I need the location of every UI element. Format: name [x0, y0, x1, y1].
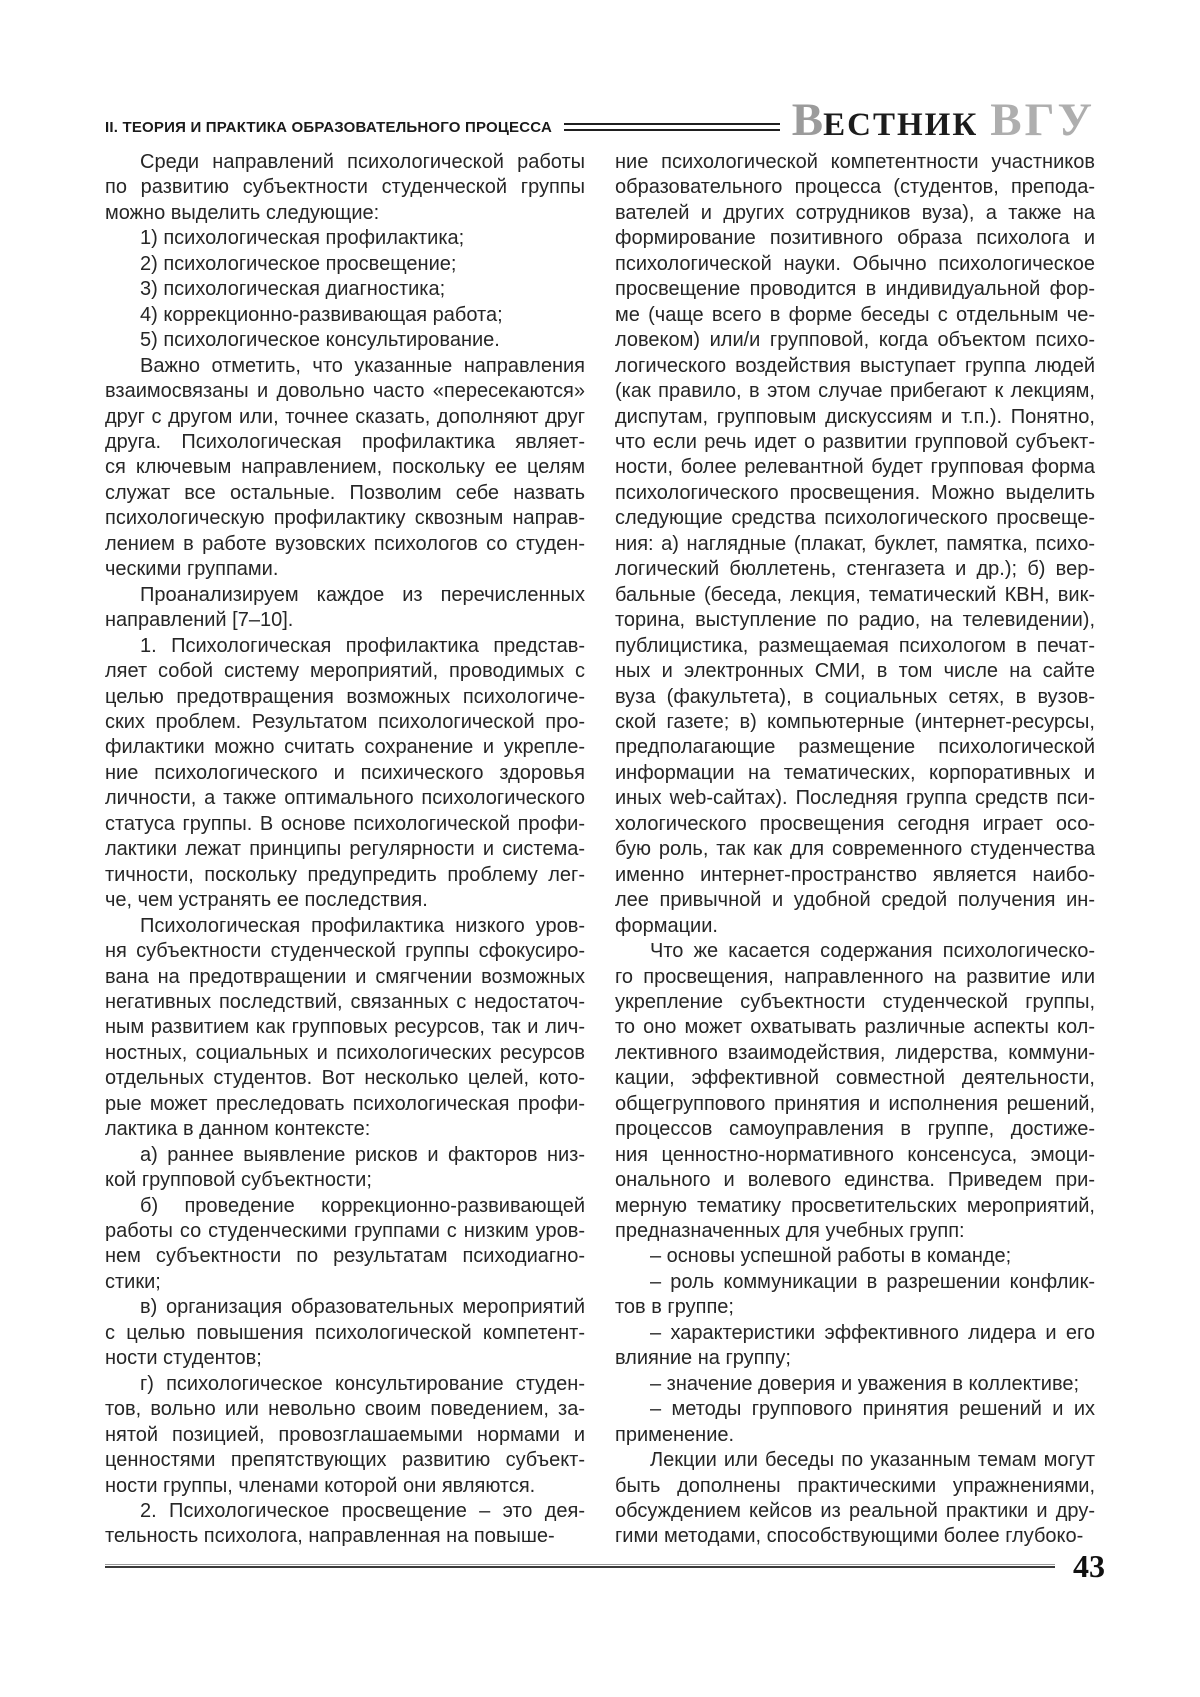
text-line: ня субъектности студенческой группы сфокусиро- [105, 940, 585, 963]
paragraph [105, 1295, 585, 1371]
text-line: психологического просвещения. Можно выделить [615, 481, 1095, 504]
text-line: ской газете; в) компьютерные (интернет-ресурсы, [615, 710, 1095, 733]
text-line: 2) психологическое просвещение; [140, 252, 457, 275]
text-line: ляет собой систему мероприятий, проводимых с [105, 660, 585, 683]
paragraph [105, 277, 585, 302]
text-line: формации. [615, 914, 718, 937]
text-line: иных web-сайтах). Последняя группа средств пси- [615, 787, 1095, 810]
text-line: нем субъектности по результатам психодиагно- [105, 1245, 585, 1268]
text-line: стики; [105, 1270, 161, 1293]
text-line: можно выделить следующие: [105, 201, 380, 224]
footer-rule [105, 1564, 1055, 1568]
paragraph [105, 226, 585, 251]
paragraph [615, 939, 1095, 1244]
paragraph [105, 354, 585, 583]
paragraph [615, 1244, 1095, 1269]
text-line: – методы группового принятия решений и их [650, 1398, 1095, 1421]
text-line: в) организация образовательных мероприятий [140, 1296, 585, 1319]
text-line: Среди направлений психологической работы [140, 151, 585, 173]
text-line: 1) психологическая профилактика; [140, 227, 465, 250]
text-line: вуза (факультета), в социальных сетях, в вузов- [615, 685, 1095, 708]
paragraph [105, 328, 585, 353]
text-line: влияние на группу; [615, 1347, 791, 1370]
text-line: личности, а также оптимального психологического [105, 787, 585, 810]
text-line: следующие средства психологического просвеще- [615, 507, 1095, 530]
text-line: Проанализируем каждое из перечисленных [140, 583, 585, 606]
text-line: 4) коррекционно-развивающая работа; [140, 303, 503, 326]
paragraph [615, 1448, 1095, 1550]
text-line: мерную тематику просветительских мероприятий, [615, 1194, 1095, 1217]
paragraph [615, 1270, 1095, 1321]
text-line: – роль коммуникации в разрешении конфлик- [650, 1270, 1095, 1293]
running-title: II. ТЕОРИЯ И ПРАКТИКА ОБРАЗОВАТЕЛЬНОГО ПРОЦЕССА [105, 118, 552, 136]
text-line: гими методами, способствующими более глубоко- [615, 1525, 1084, 1548]
text-line: целью предотвращения возможных психологиче- [105, 685, 585, 708]
text-line: – характеристики эффективного лидера и его [650, 1321, 1095, 1344]
page-header [105, 93, 1095, 146]
text-line: ние психологического и психического здоровья [105, 761, 585, 784]
text-line: б) проведение коррекционно-развивающей [140, 1194, 585, 1217]
text-line: вана на предотвращении и смягчении возможных [105, 965, 585, 988]
text-line: ценностями препятствующих развитию субъект- [105, 1449, 585, 1472]
left-column [105, 150, 585, 1550]
text-line: вателей и других сотрудников вуза), а также на [615, 201, 1095, 224]
text-line: ние психологической компетентности участников [615, 151, 1095, 173]
text-line: ностных, социальных и психологических ресурсов [105, 1041, 585, 1064]
text-line: ных и электронных СМИ, в том числе на сайте [615, 660, 1095, 683]
text-line: онального и волевого единства. Приведем при- [615, 1169, 1095, 1192]
text-line: ских проблем. Результатом психологической про- [105, 710, 585, 733]
text-line: лактика в данном контексте: [105, 1118, 371, 1141]
text-line: друг с другом или, точнее сказать, дополняют друг [105, 405, 585, 428]
text-line: лективного взаимодействия, лидерства, коммуни- [615, 1041, 1095, 1064]
logo-initial: В [791, 93, 824, 146]
text-line: а) раннее выявление рисков и факторов низ- [140, 1143, 585, 1166]
right-column [615, 150, 1095, 1550]
text-line: отдельных студентов. Вот несколько целей, кото- [105, 1067, 585, 1090]
text-line: образовательного процесса (студентов, препода- [615, 176, 1095, 199]
text-line: служат все остальные. Позволим себе назвать [105, 481, 585, 504]
text-line: применение. [615, 1423, 735, 1446]
text-line: предназначенных для учебных групп: [615, 1220, 965, 1243]
text-line: Что же касается содержания психологическо- [650, 940, 1095, 963]
text-line: формирование позитивного образа психолога и [615, 227, 1095, 250]
text-line: что если речь идет о развитии групповой субъект- [615, 430, 1095, 453]
paragraph [105, 252, 585, 277]
paragraph [615, 1397, 1095, 1448]
text-line: укрепление субъектности студенческой группы, [615, 990, 1095, 1013]
text-line: лактики лежат принципы регулярности и система- [105, 838, 585, 861]
text-line: быть дополнены практическими упражнениями, [615, 1474, 1095, 1497]
text-line: нятой позицией, провозглашаемыми нормами и [105, 1423, 585, 1446]
paragraph [615, 1372, 1095, 1397]
text-line: Лекции или беседы по указанным темам могут [650, 1449, 1095, 1472]
paragraph [615, 150, 1095, 939]
text-line: ности студентов; [105, 1347, 262, 1370]
text-line: направлений [7–10]. [105, 609, 294, 632]
text-line: кации, эффективной совместной деятельности, [615, 1067, 1095, 1090]
text-line: взаимосвязаны и довольно часто «пересекаются» [105, 380, 585, 403]
text-line: публицистика, размещаемая психологом в печат- [615, 634, 1095, 657]
text-line: бальные (беседа, лекция, тематический КВН, вик- [615, 583, 1095, 606]
text-line: предполагающие размещение психологической [615, 736, 1095, 759]
text-line: кой групповой субъектности; [105, 1169, 372, 1192]
text-line: тов, вольно или невольно своим поведением, за- [105, 1398, 585, 1421]
text-line: лением в работе вузовских психологов со студен- [105, 532, 585, 555]
text-line: работы со студенческими группами с низким уров- [105, 1220, 585, 1243]
paragraph [105, 583, 585, 634]
text-line: негативных последствий, связанных с недостаточ- [105, 990, 585, 1013]
paragraph [615, 1321, 1095, 1372]
text-line: тельность психолога, направленная на повыше- [105, 1525, 555, 1548]
text-line: бую роль, так как для современного студенчества [615, 838, 1095, 861]
text-line: ности группы, членами которой они являются. [105, 1474, 536, 1497]
paragraph [105, 914, 585, 1143]
text-line: общегруппового принятия и исполнения решений, [615, 1092, 1095, 1115]
text-line: статуса группы. В основе психологической профи- [105, 812, 585, 835]
text-line: именно интернет-пространство является наибо- [615, 863, 1095, 886]
text-line: Психологическая профилактика низкого уров- [140, 914, 585, 937]
header-double-rule [564, 123, 780, 131]
text-line: друга. Психологическая профилактика являет- [105, 430, 585, 453]
text-line: логический бюллетень, стенгазета и др.); б) вер- [615, 558, 1095, 581]
page-number: 43 [1073, 1548, 1105, 1584]
paragraph [105, 634, 585, 914]
text-line: г) психологическое консультирование студен- [140, 1372, 585, 1395]
paragraph [105, 1143, 585, 1194]
text-line: просвещение проводится в индивидуальной фор- [615, 278, 1095, 301]
text-line: психологической науки. Обычно психологическое [615, 252, 1095, 275]
text-line: процессов самоуправления в группе, достиже- [615, 1118, 1095, 1141]
text-line: хологического просвещения сегодня играет осо- [615, 812, 1095, 835]
text-line: торина, выступление по радио, на телевидении), [615, 609, 1095, 632]
text-line: – значение доверия и уважения в коллективе; [650, 1372, 1080, 1395]
article-body [105, 150, 1095, 1550]
text-line: ности, более релевантной будет групповая форма [615, 456, 1095, 479]
text-line: с целью повышения психологической компетент- [105, 1321, 585, 1344]
paragraph [105, 150, 585, 226]
journal-logo [791, 93, 1095, 146]
text-line: тов в группе; [615, 1296, 734, 1319]
paragraph [105, 1194, 585, 1296]
page-footer [105, 1548, 1105, 1584]
logo-acronym: ВГУ [990, 93, 1095, 146]
text-line: 5) психологическое консультирование. [140, 329, 500, 352]
text-line: 1. Психологическая профилактика представ- [140, 634, 585, 657]
text-line: ния: а) наглядные (плакат, буклет, памятка, психо- [615, 532, 1095, 555]
text-line: – основы успешной работы в команде; [650, 1245, 1012, 1268]
text-line: 3) психологическая диагностика; [140, 278, 446, 301]
text-line: ческими группами. [105, 558, 279, 581]
text-line: ния ценностно-нормативного консенсуса, эмоци- [615, 1143, 1095, 1166]
text-line: 2. Психологическое просвещение – это дея- [140, 1500, 585, 1523]
text-line: диспутам, групповым дискуссиям и т.п.). Понятно, [615, 405, 1095, 428]
text-line: тичности, поскольку предупредить проблему лег- [105, 863, 585, 886]
text-line: психологическую профилактику сквозным направ- [105, 507, 585, 530]
text-line: по развитию субъектности студенческой группы [105, 176, 585, 199]
paragraph [105, 1499, 585, 1550]
text-line: филактики можно считать сохранение и укрепле- [105, 736, 585, 759]
text-line: лее привычной и удобной средой получения ин- [615, 889, 1095, 912]
text-line: го просвещения, направленного на развитие или [615, 965, 1095, 988]
text-line: рые может преследовать психологическая профи- [105, 1092, 585, 1115]
text-line: ным развитием как групповых ресурсов, так и лич- [105, 1016, 585, 1039]
text-line: ся ключевым направлением, поскольку ее целям [105, 456, 585, 479]
text-line: ме (чаще всего в форме беседы с отдельным че- [615, 303, 1095, 326]
text-line: логического воздействия выступает группа людей [615, 354, 1095, 377]
text-line: ловеком) или/и групповой, когда объектом психо- [615, 329, 1095, 352]
text-line: информации на тематических, корпоративных и [615, 761, 1095, 784]
paragraph [105, 303, 585, 328]
logo-rest: ЕСТНИК [823, 106, 979, 143]
text-line: Важно отметить, что указанные направления [140, 354, 585, 377]
text-line: обсуждением кейсов из реальной практики и дру- [615, 1500, 1095, 1523]
text-line: (как правило, в этом случае прибегают к лекциям, [615, 380, 1095, 403]
paragraph [105, 1372, 585, 1499]
text-line: че, чем устранять ее последствия. [105, 889, 428, 912]
text-line: то оно может охватывать различные аспекты кол- [615, 1016, 1095, 1039]
